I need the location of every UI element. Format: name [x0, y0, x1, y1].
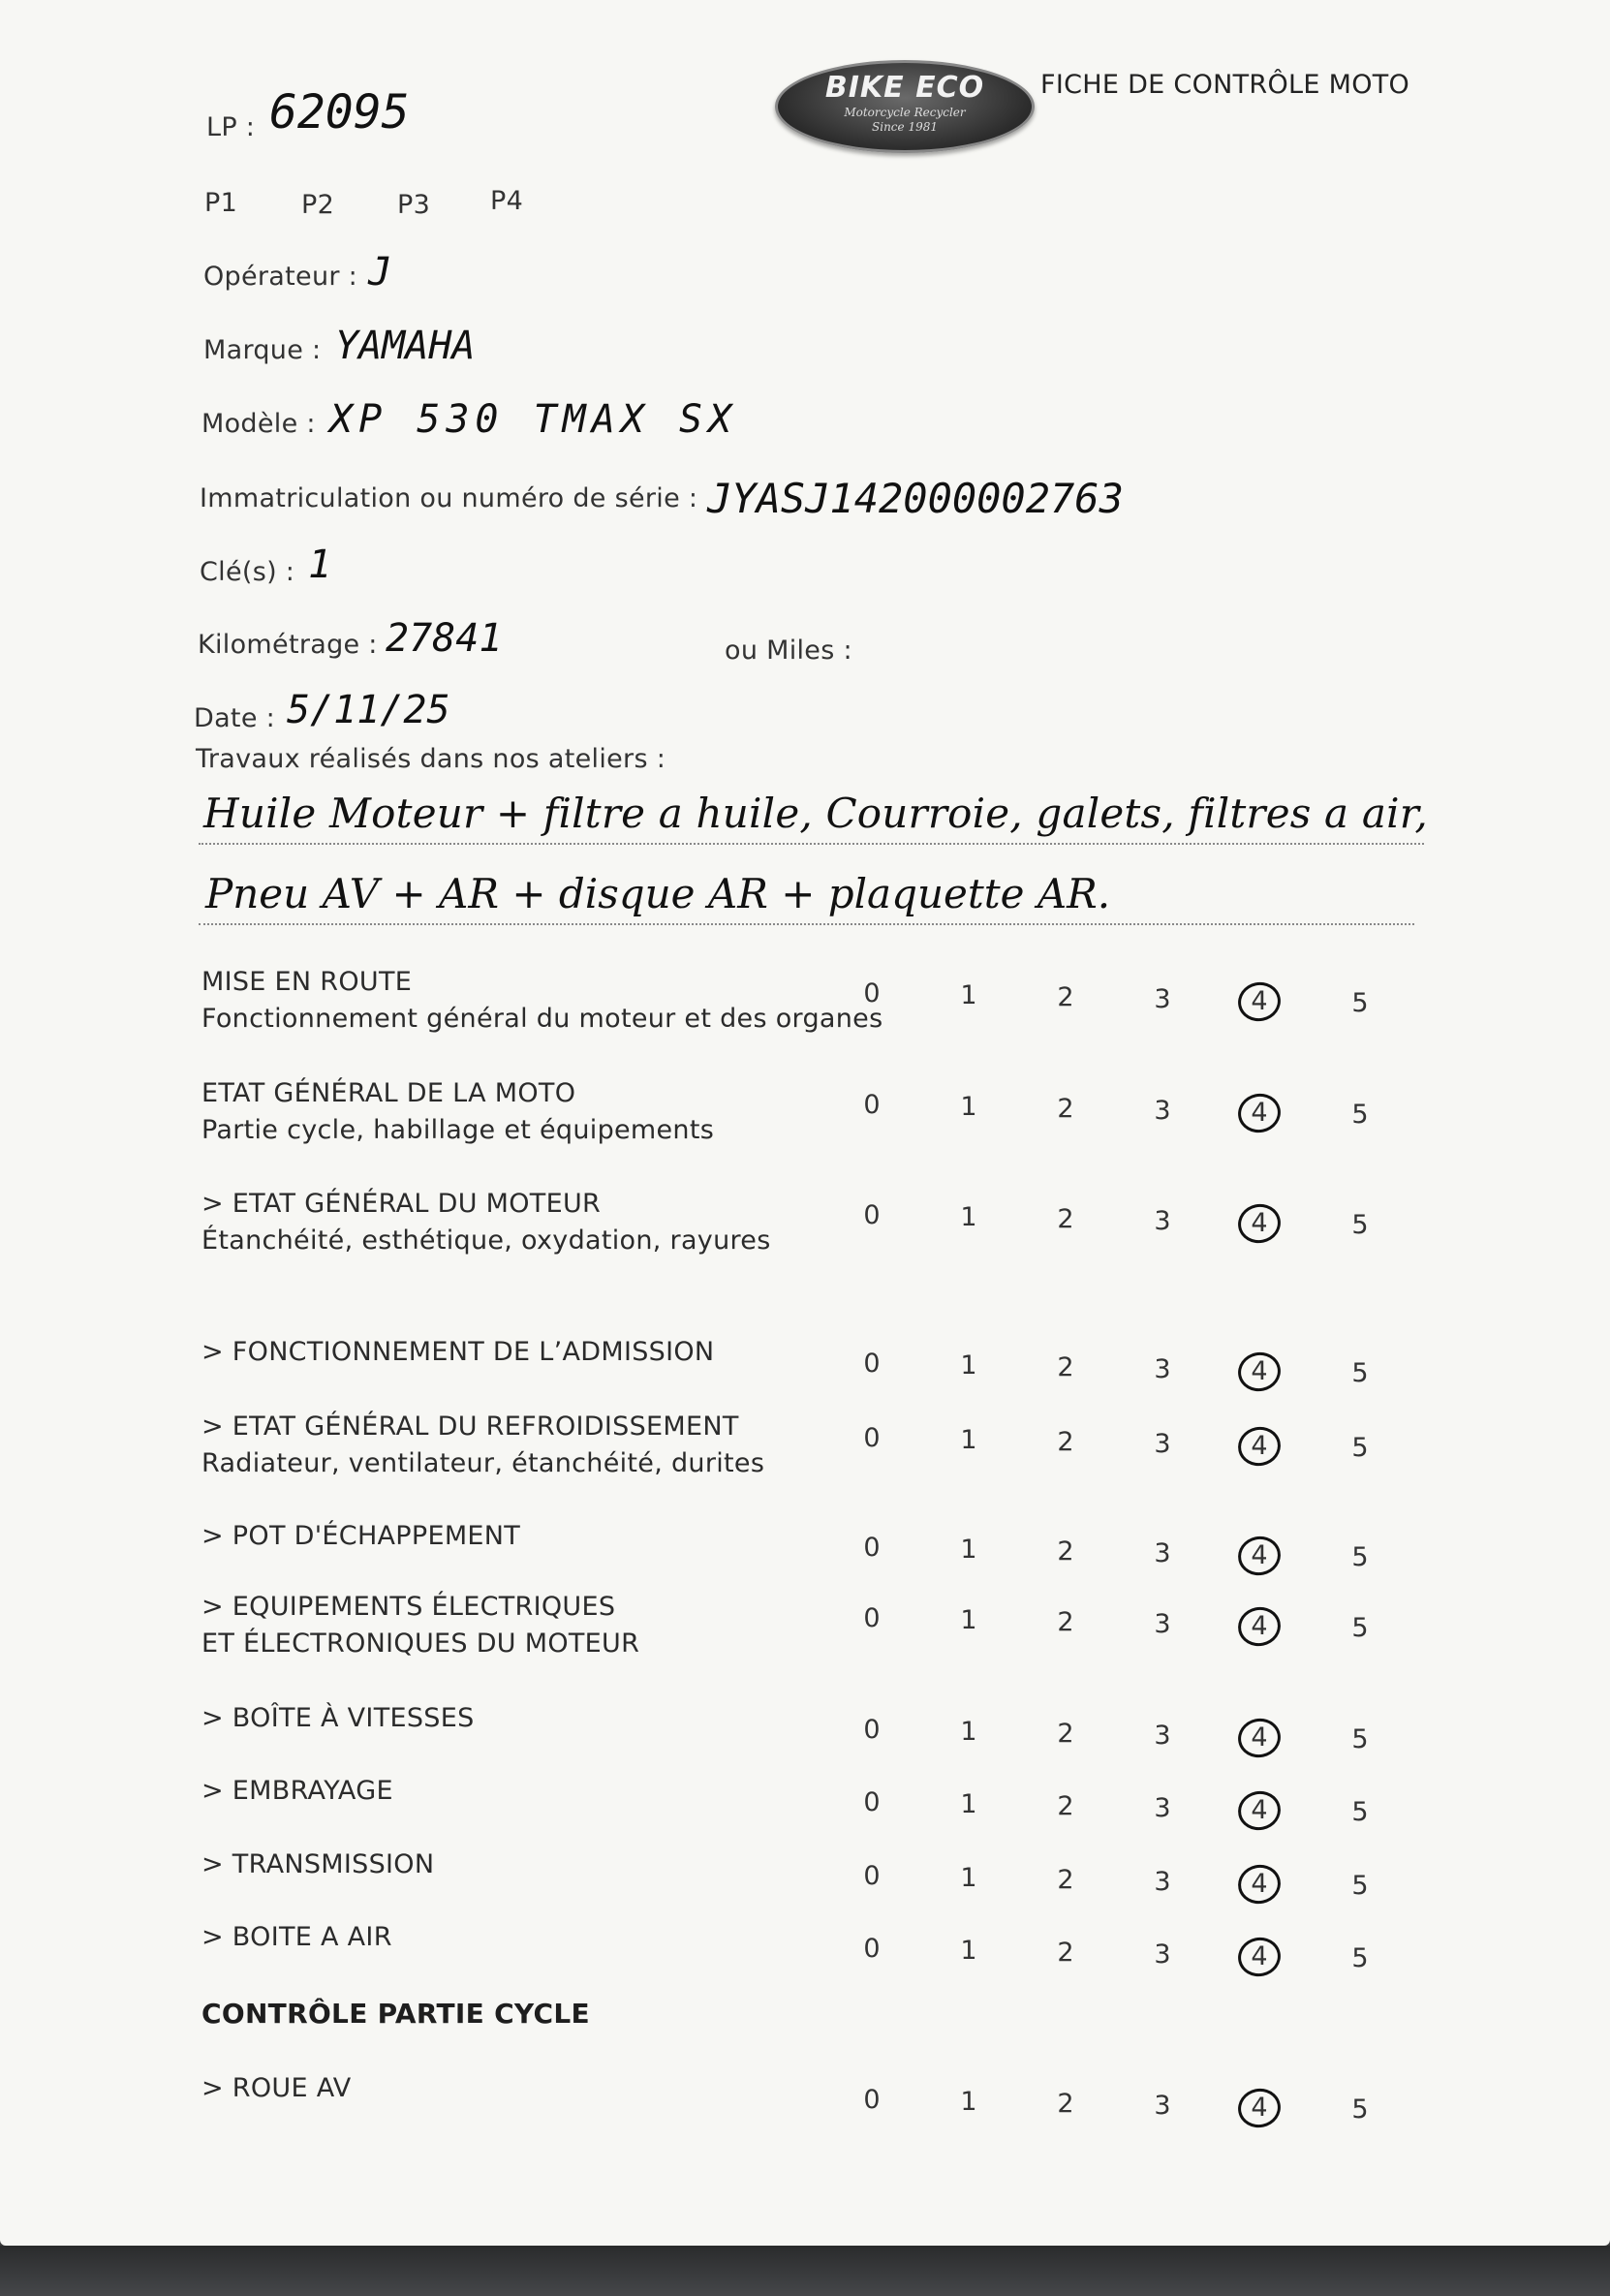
travaux-line-2: Pneu AV + AR + disque AR + plaquette AR. — [205, 870, 1111, 917]
score-option-0[interactable]: 0 — [863, 1349, 881, 1379]
score-option-5[interactable]: 5 — [1351, 1943, 1369, 1973]
check-name: > BOÎTE À VITESSES — [201, 1703, 475, 1733]
score-option-2[interactable]: 2 — [1057, 1352, 1074, 1382]
score-option-0[interactable]: 0 — [863, 1934, 881, 1964]
page-bottom-shadow — [0, 2246, 1610, 2296]
check-description: ET ÉLECTRONIQUES DU MOTEUR — [201, 1629, 640, 1659]
bike-eco-logo — [775, 60, 1035, 153]
cles-label: Clé(s) : — [200, 557, 295, 587]
immat-label: Immatriculation ou numéro de série : — [200, 483, 698, 513]
score-option-0[interactable]: 0 — [863, 1200, 881, 1230]
immat-value: JYASJ142000002763 — [707, 475, 1124, 522]
score-option-5[interactable]: 5 — [1351, 1542, 1369, 1572]
travaux-line-1: Huile Moteur + filtre a huile, Courroie, galets, filtres a air, — [203, 790, 1428, 837]
travaux-label: Travaux réalisés dans nos ateliers : — [196, 744, 666, 774]
score-option-5[interactable]: 5 — [1351, 1724, 1369, 1754]
score-option-5[interactable]: 5 — [1351, 1613, 1369, 1643]
score-option-5[interactable]: 5 — [1351, 1871, 1369, 1901]
selected-score-circle — [1234, 1861, 1284, 1908]
selected-score-circle — [1234, 1090, 1284, 1136]
score-option-1[interactable]: 1 — [960, 1202, 977, 1232]
selected-score-circle — [1234, 1200, 1284, 1247]
score-option-1[interactable]: 1 — [960, 1936, 977, 1966]
check-description: Radiateur, ventilateur, étanchéité, durites — [201, 1448, 765, 1478]
score-option-4[interactable]: 4 — [1251, 1941, 1268, 1971]
modele-label: Modèle : — [201, 409, 316, 439]
score-option-1[interactable]: 1 — [960, 1863, 977, 1893]
travaux-line-2-rule — [199, 923, 1414, 925]
score-option-3[interactable]: 3 — [1154, 1939, 1171, 1970]
selected-score-circle — [1234, 1349, 1284, 1395]
selected-score-circle — [1234, 1934, 1284, 1980]
score-option-4[interactable]: 4 — [1251, 2093, 1268, 2123]
score-option-2[interactable]: 2 — [1057, 1865, 1074, 1895]
check-description: Partie cycle, habillage et équipements — [201, 1115, 715, 1145]
score-option-1[interactable]: 1 — [960, 1350, 977, 1381]
check-name: > EQUIPEMENTS ÉLECTRIQUES — [201, 1592, 616, 1622]
score-option-2[interactable]: 2 — [1057, 1719, 1074, 1749]
cles-value: 1 — [308, 543, 332, 587]
operateur-value: J — [368, 250, 392, 295]
score-option-4[interactable]: 4 — [1251, 1540, 1268, 1570]
check-name: > BOITE A AIR — [201, 1922, 392, 1952]
score-option-4[interactable]: 4 — [1251, 1098, 1268, 1128]
score-option-2[interactable]: 2 — [1057, 1791, 1074, 1821]
marque-value: YAMAHA — [335, 324, 476, 368]
modele-value: XP 530 TMAX SX — [329, 397, 738, 442]
score-option-3[interactable]: 3 — [1154, 1429, 1171, 1459]
marque-label: Marque : — [203, 335, 322, 365]
check-name: > ETAT GÉNÉRAL DU MOTEUR — [201, 1189, 602, 1219]
cycle-section-title: CONTRÔLE PARTIE CYCLE — [201, 1998, 590, 2030]
priority-p3: P3 — [397, 190, 431, 220]
score-option-3[interactable]: 3 — [1154, 984, 1171, 1014]
score-option-0[interactable]: 0 — [863, 1533, 881, 1563]
score-option-2[interactable]: 2 — [1057, 1536, 1074, 1567]
score-option-3[interactable]: 3 — [1154, 1609, 1171, 1639]
score-option-1[interactable]: 1 — [960, 1789, 977, 1819]
score-option-2[interactable]: 2 — [1057, 1938, 1074, 1968]
score-option-1[interactable]: 1 — [960, 980, 977, 1010]
score-option-3[interactable]: 3 — [1154, 1096, 1171, 1126]
check-name: > ETAT GÉNÉRAL DU REFROIDISSEMENT — [201, 1412, 739, 1442]
logo-tagline — [778, 106, 1032, 135]
score-option-2[interactable]: 2 — [1057, 2089, 1074, 2119]
check-name: > FONCTIONNEMENT DE L’ADMISSION — [201, 1337, 715, 1367]
score-option-2[interactable]: 2 — [1057, 1094, 1074, 1124]
miles-label: ou Miles : — [725, 636, 852, 666]
score-option-4[interactable]: 4 — [1251, 1611, 1268, 1641]
score-option-5[interactable]: 5 — [1351, 988, 1369, 1018]
score-option-4[interactable]: 4 — [1251, 1722, 1268, 1753]
priority-p4: P4 — [490, 186, 524, 216]
check-name: > EMBRAYAGE — [201, 1776, 393, 1806]
score-option-1[interactable]: 1 — [960, 1092, 977, 1122]
score-option-3[interactable]: 3 — [1154, 1793, 1171, 1823]
lp-label: LP : — [206, 112, 256, 142]
score-option-4[interactable]: 4 — [1251, 1869, 1268, 1899]
score-option-1[interactable]: 1 — [960, 1535, 977, 1565]
score-option-4[interactable]: 4 — [1251, 1431, 1268, 1461]
score-option-3[interactable]: 3 — [1154, 1206, 1171, 1236]
selected-score-circle — [1234, 1603, 1284, 1650]
selected-score-circle — [1234, 978, 1284, 1025]
score-option-1[interactable]: 1 — [960, 1425, 977, 1455]
score-option-3[interactable]: 3 — [1154, 1538, 1171, 1568]
score-option-3[interactable]: 3 — [1154, 1354, 1171, 1384]
selected-score-circle — [1234, 1423, 1284, 1470]
travaux-line-1-rule — [199, 843, 1424, 845]
score-option-1[interactable]: 1 — [960, 1717, 977, 1747]
score-option-5[interactable]: 5 — [1351, 1210, 1369, 1240]
date-label: Date : — [194, 703, 276, 733]
priority-p2: P2 — [301, 190, 335, 220]
logo-brand: BIKE ECO — [824, 71, 985, 105]
score-option-0[interactable]: 0 — [863, 1715, 881, 1745]
score-option-1[interactable]: 1 — [960, 1605, 977, 1635]
lp-value: 62095 — [269, 85, 410, 140]
check-name: > TRANSMISSION — [201, 1849, 435, 1879]
check-name: MISE EN ROUTE — [201, 967, 413, 997]
selected-score-circle — [1234, 2085, 1284, 2131]
logo-tagline-1: Motorcycle Recycler — [844, 106, 966, 119]
check-description: Étanchéité, esthétique, oxydation, rayures — [201, 1226, 771, 1256]
score-option-0[interactable]: 0 — [863, 2085, 881, 2115]
check-name: > ROUE AV — [201, 2073, 352, 2103]
score-option-5[interactable]: 5 — [1351, 1100, 1369, 1130]
check-name: ETAT GÉNÉRAL DE LA MOTO — [201, 1078, 576, 1108]
score-option-4[interactable]: 4 — [1251, 1356, 1268, 1386]
score-option-0[interactable]: 0 — [863, 978, 881, 1008]
score-option-5[interactable]: 5 — [1351, 1433, 1369, 1463]
km-value: 27841 — [386, 616, 503, 661]
page-title: FICHE DE CONTRÔLE MOTO — [1040, 70, 1410, 100]
score-option-2[interactable]: 2 — [1057, 982, 1074, 1012]
operateur-label: Opérateur : — [203, 262, 358, 292]
date-value: 5/11/25 — [287, 688, 450, 732]
km-label: Kilométrage : — [198, 630, 378, 660]
selected-score-circle — [1234, 1715, 1284, 1761]
score-option-3[interactable]: 3 — [1154, 1867, 1171, 1897]
score-option-4[interactable]: 4 — [1251, 1795, 1268, 1825]
score-option-2[interactable]: 2 — [1057, 1204, 1074, 1234]
score-option-5[interactable]: 5 — [1351, 1358, 1369, 1388]
score-option-1[interactable]: 1 — [960, 2087, 977, 2117]
score-option-4[interactable]: 4 — [1251, 986, 1268, 1016]
priority-p1: P1 — [204, 188, 238, 218]
selected-score-circle — [1234, 1533, 1284, 1579]
score-option-3[interactable]: 3 — [1154, 1721, 1171, 1751]
score-option-0[interactable]: 0 — [863, 1090, 881, 1120]
score-option-2[interactable]: 2 — [1057, 1427, 1074, 1457]
score-option-0[interactable]: 0 — [863, 1787, 881, 1817]
check-description: Fonctionnement général du moteur et des organes — [201, 1004, 883, 1034]
score-option-2[interactable]: 2 — [1057, 1607, 1074, 1637]
score-option-5[interactable]: 5 — [1351, 2094, 1369, 2125]
score-option-5[interactable]: 5 — [1351, 1797, 1369, 1827]
logo-tagline-2: Since 1981 — [872, 120, 938, 134]
score-option-0[interactable]: 0 — [863, 1423, 881, 1453]
score-option-0[interactable]: 0 — [863, 1603, 881, 1633]
score-option-0[interactable]: 0 — [863, 1861, 881, 1891]
check-name: > POT D'ÉCHAPPEMENT — [201, 1521, 521, 1551]
selected-score-circle — [1234, 1787, 1284, 1834]
score-option-4[interactable]: 4 — [1251, 1208, 1268, 1238]
score-option-3[interactable]: 3 — [1154, 2091, 1171, 2121]
